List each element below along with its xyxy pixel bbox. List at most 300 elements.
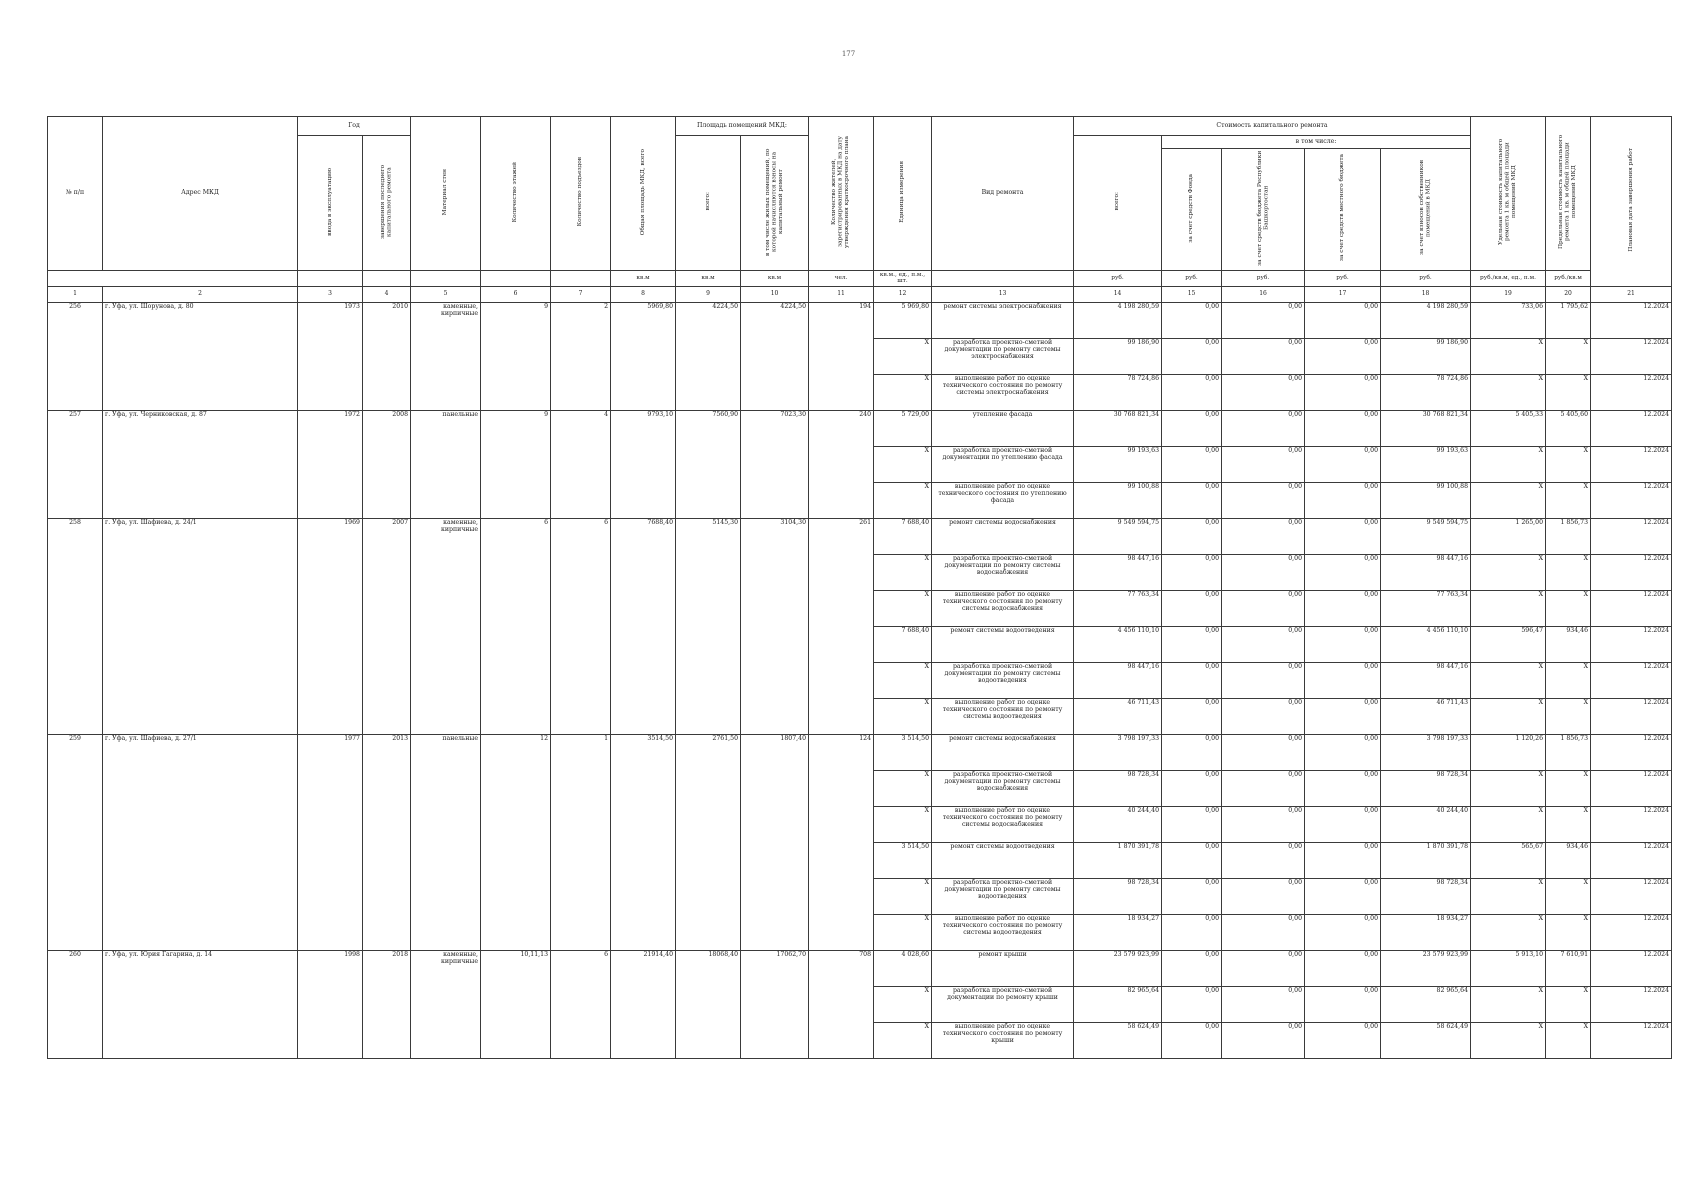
living-area: 17062,70 <box>741 950 809 1058</box>
total-area: 9793,10 <box>611 410 676 518</box>
max-cost: X <box>1546 662 1591 698</box>
header-year: Год <box>298 117 411 136</box>
unit-cost-total: руб. <box>1074 270 1162 286</box>
plan-date: 12.2024 <box>1591 914 1672 950</box>
column-number: 17 <box>1305 286 1381 302</box>
unit-cost: 565,67 <box>1471 842 1546 878</box>
cost-fund: 0,00 <box>1162 842 1222 878</box>
residents-count: 240 <box>809 410 874 518</box>
cost-rb-budget: 0,00 <box>1222 482 1305 518</box>
house-address: г. Уфа, ул. Шафиева, д. 27/1 <box>103 734 298 950</box>
repair-type: ремонт системы водоотведения <box>932 842 1074 878</box>
table-row <box>48 734 1672 770</box>
cost-total: 3 798 197,33 <box>1074 734 1162 770</box>
cost-fund: 0,00 <box>1162 410 1222 446</box>
premises-area: 7560,90 <box>676 410 741 518</box>
column-number: 3 <box>298 286 363 302</box>
cost-total: 98 728,34 <box>1074 770 1162 806</box>
year-built: 1977 <box>298 734 363 950</box>
cost-owners: 18 934,27 <box>1381 914 1471 950</box>
cost-rb-budget: 0,00 <box>1222 806 1305 842</box>
measure-value: 5 729,00 <box>874 410 932 446</box>
year-repair: 2013 <box>363 734 411 950</box>
cost-local-budget: 0,00 <box>1305 842 1381 878</box>
cost-local-budget: 0,00 <box>1305 554 1381 590</box>
cost-owners: 99 186,90 <box>1381 338 1471 374</box>
cost-fund: 0,00 <box>1162 338 1222 374</box>
header-year-lastrepair: завершения последнего капитального ремонта <box>363 136 411 271</box>
living-area: 1807,40 <box>741 734 809 950</box>
plan-date: 12.2024 <box>1591 698 1672 734</box>
house-address: г. Уфа, ул. Юрия Гагарина, д. 14 <box>103 950 298 1058</box>
repair-type: разработка проектно-сметной документации по ремонту крыши <box>932 986 1074 1022</box>
cost-total: 77 763,34 <box>1074 590 1162 626</box>
cost-local-budget: 0,00 <box>1305 878 1381 914</box>
plan-date: 12.2024 <box>1591 374 1672 410</box>
measure-value: X <box>874 878 932 914</box>
table-row <box>48 518 1672 554</box>
header-year-commission: ввода в эксплуатацию <box>298 136 363 271</box>
max-cost: X <box>1546 1022 1591 1058</box>
cost-local-budget: 0,00 <box>1305 770 1381 806</box>
repair-type: выполнение работ по оценке технического состояния по ремонту системы водоотведения <box>932 698 1074 734</box>
unit-cost: X <box>1471 482 1546 518</box>
year-built: 1969 <box>298 518 363 734</box>
cost-rb-budget: 0,00 <box>1222 410 1305 446</box>
repair-type: выполнение работ по оценке технического состояния по ремонту крыши <box>932 1022 1074 1058</box>
cost-local-budget: 0,00 <box>1305 590 1381 626</box>
header-local-budget: за счет средств местного бюджета <box>1305 149 1381 271</box>
header-premises-area: Площадь помещений МКД: <box>676 117 809 136</box>
cost-fund: 0,00 <box>1162 1022 1222 1058</box>
max-cost: 934,46 <box>1546 842 1591 878</box>
cost-rb-budget: 0,00 <box>1222 446 1305 482</box>
premises-area: 18068,40 <box>676 950 741 1058</box>
cost-rb-budget: 0,00 <box>1222 950 1305 986</box>
house-number: 258 <box>48 518 103 734</box>
cost-owners: 46 711,43 <box>1381 698 1471 734</box>
header-unit-cost: Удельная стоимость капитального ремонта 1 кв. м общей площади помещений МКД <box>1471 117 1546 271</box>
max-cost: X <box>1546 770 1591 806</box>
cost-fund: 0,00 <box>1162 590 1222 626</box>
cost-total: 23 579 923,99 <box>1074 950 1162 986</box>
measure-value: X <box>874 698 932 734</box>
max-cost: X <box>1546 590 1591 626</box>
unit-cost: 1 265,00 <box>1471 518 1546 554</box>
total-area: 21914,40 <box>611 950 676 1058</box>
column-number: 8 <box>611 286 676 302</box>
header-num: № п/п <box>48 117 103 271</box>
floors-count: 10,11,13 <box>481 950 551 1058</box>
header-entrances: Количество подъездов <box>551 117 611 271</box>
cost-rb-budget: 0,00 <box>1222 878 1305 914</box>
unit-cost: X <box>1471 554 1546 590</box>
cost-total: 30 768 821,34 <box>1074 410 1162 446</box>
repair-type: разработка проектно-сметной документации по ремонту системы водоснабжения <box>932 770 1074 806</box>
wall-material: панельные <box>411 410 481 518</box>
cost-total: 99 186,90 <box>1074 338 1162 374</box>
max-cost: X <box>1546 554 1591 590</box>
cost-fund: 0,00 <box>1162 914 1222 950</box>
cost-rb-budget: 0,00 <box>1222 842 1305 878</box>
cost-total: 4 198 280,59 <box>1074 302 1162 338</box>
cost-fund: 0,00 <box>1162 806 1222 842</box>
year-built: 1972 <box>298 410 363 518</box>
cost-local-budget: 0,00 <box>1305 950 1381 986</box>
cost-fund: 0,00 <box>1162 482 1222 518</box>
cost-owners: 99 100,88 <box>1381 482 1471 518</box>
column-number: 1 <box>48 286 103 302</box>
unit-cost: X <box>1471 338 1546 374</box>
house-address: г. Уфа, ул. Черниковская, д. 87 <box>103 410 298 518</box>
column-number: 11 <box>809 286 874 302</box>
cost-local-budget: 0,00 <box>1305 1022 1381 1058</box>
cost-rb-budget: 0,00 <box>1222 518 1305 554</box>
cost-owners: 58 624,49 <box>1381 1022 1471 1058</box>
plan-date: 12.2024 <box>1591 878 1672 914</box>
cost-rb-budget: 0,00 <box>1222 914 1305 950</box>
unit-cost: X <box>1471 590 1546 626</box>
repair-type: разработка проектно-сметной документации по ремонту системы водоотведения <box>932 878 1074 914</box>
column-number: 14 <box>1074 286 1162 302</box>
measure-value: X <box>874 482 932 518</box>
unit-cost: X <box>1471 662 1546 698</box>
repair-type: ремонт системы электроснабжения <box>932 302 1074 338</box>
entrances-count: 6 <box>551 518 611 734</box>
repair-type: выполнение работ по оценке технического состояния по ремонту системы электроснабжения <box>932 374 1074 410</box>
entrances-count: 4 <box>551 410 611 518</box>
max-cost: X <box>1546 338 1591 374</box>
cost-fund: 0,00 <box>1162 698 1222 734</box>
cost-fund: 0,00 <box>1162 446 1222 482</box>
house-number: 260 <box>48 950 103 1058</box>
cost-total: 1 870 391,78 <box>1074 842 1162 878</box>
measure-value: 3 514,50 <box>874 842 932 878</box>
column-number: 9 <box>676 286 741 302</box>
plan-date: 12.2024 <box>1591 842 1672 878</box>
measure-value: X <box>874 770 932 806</box>
living-area: 7023,30 <box>741 410 809 518</box>
premises-area: 2761,50 <box>676 734 741 950</box>
living-area: 3104,30 <box>741 518 809 734</box>
cost-local-budget: 0,00 <box>1305 302 1381 338</box>
column-number: 2 <box>103 286 298 302</box>
measure-value: X <box>874 590 932 626</box>
unit-measure: кв.м., ед., п.м., шт. <box>874 270 932 286</box>
cost-total: 18 934,27 <box>1074 914 1162 950</box>
cost-owners: 98 728,34 <box>1381 770 1471 806</box>
plan-date: 12.2024 <box>1591 482 1672 518</box>
max-cost: X <box>1546 446 1591 482</box>
repair-type: ремонт системы водоснабжения <box>932 518 1074 554</box>
unit-cost: X <box>1471 986 1546 1022</box>
year-built: 1973 <box>298 302 363 410</box>
wall-material: панельные <box>411 734 481 950</box>
cost-rb-budget: 0,00 <box>1222 302 1305 338</box>
cost-fund: 0,00 <box>1162 302 1222 338</box>
measure-value: X <box>874 662 932 698</box>
repair-type: утепление фасада <box>932 410 1074 446</box>
column-numbers-row <box>48 286 1672 302</box>
unit-cost: X <box>1471 770 1546 806</box>
unit-cost: 5 405,33 <box>1471 410 1546 446</box>
premises-area: 5145,30 <box>676 518 741 734</box>
cost-owners: 77 763,34 <box>1381 590 1471 626</box>
cost-total: 4 456 110,10 <box>1074 626 1162 662</box>
header-repair-type: Вид ремонта <box>932 117 1074 271</box>
plan-date: 12.2024 <box>1591 662 1672 698</box>
cost-local-budget: 0,00 <box>1305 338 1381 374</box>
cost-rb-budget: 0,00 <box>1222 734 1305 770</box>
header-plan-date: Плановая дата завершения работ <box>1591 117 1672 287</box>
residents-count: 124 <box>809 734 874 950</box>
max-cost: 1 856,73 <box>1546 734 1591 770</box>
cost-fund: 0,00 <box>1162 734 1222 770</box>
plan-date: 12.2024 <box>1591 554 1672 590</box>
unit-cost: X <box>1471 446 1546 482</box>
cost-rb-budget: 0,00 <box>1222 554 1305 590</box>
unit-cost: 5 913,10 <box>1471 950 1546 986</box>
max-cost: 7 610,91 <box>1546 950 1591 986</box>
entrances-count: 2 <box>551 302 611 410</box>
column-number: 5 <box>411 286 481 302</box>
cost-owners: 78 724,86 <box>1381 374 1471 410</box>
cost-fund: 0,00 <box>1162 518 1222 554</box>
column-number: 16 <box>1222 286 1305 302</box>
unit-premises-all: кв.м <box>676 270 741 286</box>
residents-count: 708 <box>809 950 874 1058</box>
max-cost: X <box>1546 986 1591 1022</box>
total-area: 7688,40 <box>611 518 676 734</box>
unit-cost: 596,47 <box>1471 626 1546 662</box>
header-including: в том числе: <box>1162 136 1471 149</box>
column-number: 6 <box>481 286 551 302</box>
cost-rb-budget: 0,00 <box>1222 374 1305 410</box>
cost-total: 98 447,16 <box>1074 554 1162 590</box>
unit-cost: X <box>1471 374 1546 410</box>
measure-value: 4 028,60 <box>874 950 932 986</box>
repair-type: выполнение работ по оценке технического состояния по утеплению фасада <box>932 482 1074 518</box>
cost-owners: 9 549 594,75 <box>1381 518 1471 554</box>
total-area: 5969,80 <box>611 302 676 410</box>
residents-count: 261 <box>809 518 874 734</box>
unit-premises-owned: кв.м <box>741 270 809 286</box>
house-number: 259 <box>48 734 103 950</box>
max-cost: 5 405,60 <box>1546 410 1591 446</box>
cost-fund: 0,00 <box>1162 374 1222 410</box>
unit-fund: руб. <box>1162 270 1222 286</box>
cost-owners: 23 579 923,99 <box>1381 950 1471 986</box>
repair-type: разработка проектно-сметной документации по утеплению фасада <box>932 446 1074 482</box>
cost-total: 99 193,63 <box>1074 446 1162 482</box>
cost-local-budget: 0,00 <box>1305 446 1381 482</box>
measure-value: 7 688,40 <box>874 518 932 554</box>
max-cost: X <box>1546 698 1591 734</box>
cost-total: 98 447,16 <box>1074 662 1162 698</box>
header-premises-all: всего: <box>676 136 741 271</box>
year-repair: 2018 <box>363 950 411 1058</box>
measure-value: 7 688,40 <box>874 626 932 662</box>
column-number: 20 <box>1546 286 1591 302</box>
measure-value: X <box>874 1022 932 1058</box>
repair-type: ремонт крыши <box>932 950 1074 986</box>
repair-type: разработка проектно-сметной документации по ремонту системы водоотведения <box>932 662 1074 698</box>
floors-count: 9 <box>481 302 551 410</box>
cost-rb-budget: 0,00 <box>1222 590 1305 626</box>
max-cost: X <box>1546 914 1591 950</box>
cost-local-budget: 0,00 <box>1305 374 1381 410</box>
cost-fund: 0,00 <box>1162 626 1222 662</box>
cost-local-budget: 0,00 <box>1305 662 1381 698</box>
repair-type: разработка проектно-сметной документации по ремонту системы электроснабжения <box>932 338 1074 374</box>
residents-count: 194 <box>809 302 874 410</box>
year-built: 1998 <box>298 950 363 1058</box>
measure-value: 3 514,50 <box>874 734 932 770</box>
cost-rb-budget: 0,00 <box>1222 662 1305 698</box>
measure-value: X <box>874 374 932 410</box>
header-residents: Количество жителей, зарегистрированных в МКД на дату утверждения краткосрочного плана <box>809 117 874 271</box>
plan-date: 12.2024 <box>1591 1022 1672 1058</box>
cost-local-budget: 0,00 <box>1305 482 1381 518</box>
column-number: 15 <box>1162 286 1222 302</box>
max-cost: 1 856,73 <box>1546 518 1591 554</box>
unit-unit-cost: руб./кв.м, ед., п.м. <box>1471 270 1546 286</box>
max-cost: X <box>1546 374 1591 410</box>
plan-date: 12.2024 <box>1591 950 1672 986</box>
header-owners: за счет взносов собственников помещений в МКД <box>1381 149 1471 271</box>
cost-fund: 0,00 <box>1162 950 1222 986</box>
year-repair: 2008 <box>363 410 411 518</box>
header-premises-owned: в том числе жилых помещений, по которой начисляются взносы на капитальный ремонт <box>741 136 809 271</box>
cost-owners: 98 728,34 <box>1381 878 1471 914</box>
table-body <box>48 302 1672 1058</box>
cost-owners: 99 193,63 <box>1381 446 1471 482</box>
wall-material: каменные, кирпичные <box>411 950 481 1058</box>
plan-date: 12.2024 <box>1591 518 1672 554</box>
house-address: г. Уфа, ул. Шорунова, д. 80 <box>103 302 298 410</box>
column-number: 10 <box>741 286 809 302</box>
plan-date: 12.2024 <box>1591 626 1672 662</box>
unit-cost: 733,06 <box>1471 302 1546 338</box>
measure-value: X <box>874 986 932 1022</box>
cost-fund: 0,00 <box>1162 554 1222 590</box>
living-area: 4224,50 <box>741 302 809 410</box>
max-cost: X <box>1546 878 1591 914</box>
column-number: 13 <box>932 286 1074 302</box>
cost-owners: 4 456 110,10 <box>1381 626 1471 662</box>
column-number: 19 <box>1471 286 1546 302</box>
page-number: 177 <box>841 50 856 58</box>
floors-count: 12 <box>481 734 551 950</box>
plan-date: 12.2024 <box>1591 410 1672 446</box>
table-row <box>48 410 1672 446</box>
measure-value: X <box>874 446 932 482</box>
table-row <box>48 302 1672 338</box>
cost-owners: 30 768 821,34 <box>1381 410 1471 446</box>
cost-total: 98 728,34 <box>1074 878 1162 914</box>
premises-area: 4224,50 <box>676 302 741 410</box>
repair-type: ремонт системы водоснабжения <box>932 734 1074 770</box>
house-address: г. Уфа, ул. Шафиева, д. 24/1 <box>103 518 298 734</box>
header-cost-total: всего: <box>1074 136 1162 271</box>
header-fund: за счет средств Фонда <box>1162 149 1222 271</box>
cost-owners: 4 198 280,59 <box>1381 302 1471 338</box>
cost-rb-budget: 0,00 <box>1222 338 1305 374</box>
cost-local-budget: 0,00 <box>1305 914 1381 950</box>
column-number: 7 <box>551 286 611 302</box>
cost-local-budget: 0,00 <box>1305 410 1381 446</box>
year-repair: 2007 <box>363 518 411 734</box>
cost-local-budget: 0,00 <box>1305 734 1381 770</box>
floors-count: 6 <box>481 518 551 734</box>
repair-type: ремонт системы водоотведения <box>932 626 1074 662</box>
max-cost: X <box>1546 806 1591 842</box>
column-number: 12 <box>874 286 932 302</box>
cost-total: 9 549 594,75 <box>1074 518 1162 554</box>
unit-cost: 1 120,26 <box>1471 734 1546 770</box>
header-max-cost: Предельная стоимость капитального ремонта 1 кв. м общей площади помещений МКД <box>1546 117 1591 271</box>
plan-date: 12.2024 <box>1591 806 1672 842</box>
measure-value: X <box>874 806 932 842</box>
plan-date: 12.2024 <box>1591 338 1672 374</box>
unit-rb: руб. <box>1222 270 1305 286</box>
unit-residents: чел. <box>809 270 874 286</box>
header-measure-unit: Единица измерения <box>874 117 932 271</box>
unit-cost: X <box>1471 806 1546 842</box>
measure-value: X <box>874 914 932 950</box>
max-cost: 934,46 <box>1546 626 1591 662</box>
column-number: 4 <box>363 286 411 302</box>
plan-date: 12.2024 <box>1591 986 1672 1022</box>
cost-owners: 40 244,40 <box>1381 806 1471 842</box>
measure-value: 5 969,80 <box>874 302 932 338</box>
plan-date: 12.2024 <box>1591 302 1672 338</box>
header-floors: Количество этажей <box>481 117 551 271</box>
repair-plan-table <box>47 116 1672 1059</box>
cost-fund: 0,00 <box>1162 770 1222 806</box>
house-number: 257 <box>48 410 103 518</box>
cost-rb-budget: 0,00 <box>1222 1022 1305 1058</box>
plan-date: 12.2024 <box>1591 770 1672 806</box>
max-cost: 1 795,62 <box>1546 302 1591 338</box>
total-area: 3514,50 <box>611 734 676 950</box>
cost-rb-budget: 0,00 <box>1222 626 1305 662</box>
column-number: 18 <box>1381 286 1471 302</box>
cost-fund: 0,00 <box>1162 986 1222 1022</box>
cost-owners: 1 870 391,78 <box>1381 842 1471 878</box>
cost-local-budget: 0,00 <box>1305 518 1381 554</box>
cost-total: 46 711,43 <box>1074 698 1162 734</box>
plan-date: 12.2024 <box>1591 446 1672 482</box>
header-rb-budget: за счет средств бюджета Республики Башкортостан <box>1222 149 1305 271</box>
max-cost: X <box>1546 482 1591 518</box>
unit-max-cost: руб./кв.м <box>1546 270 1591 286</box>
repair-type: выполнение работ по оценке технического состояния по ремонту системы водоснабжения <box>932 806 1074 842</box>
cost-local-budget: 0,00 <box>1305 806 1381 842</box>
header-total-area: Общая площадь МКД, всего <box>611 117 676 271</box>
wall-material: каменные, кирпичные <box>411 518 481 734</box>
wall-material: каменные, кирпичные <box>411 302 481 410</box>
cost-owners: 3 798 197,33 <box>1381 734 1471 770</box>
repair-type: выполнение работ по оценке технического состояния по ремонту системы водоснабжения <box>932 590 1074 626</box>
cost-owners: 98 447,16 <box>1381 662 1471 698</box>
table-row <box>48 950 1672 986</box>
unit-local: руб. <box>1305 270 1381 286</box>
unit-cost: X <box>1471 698 1546 734</box>
plan-date: 12.2024 <box>1591 590 1672 626</box>
unit-area-total: кв.м <box>611 270 676 286</box>
cost-local-budget: 0,00 <box>1305 626 1381 662</box>
